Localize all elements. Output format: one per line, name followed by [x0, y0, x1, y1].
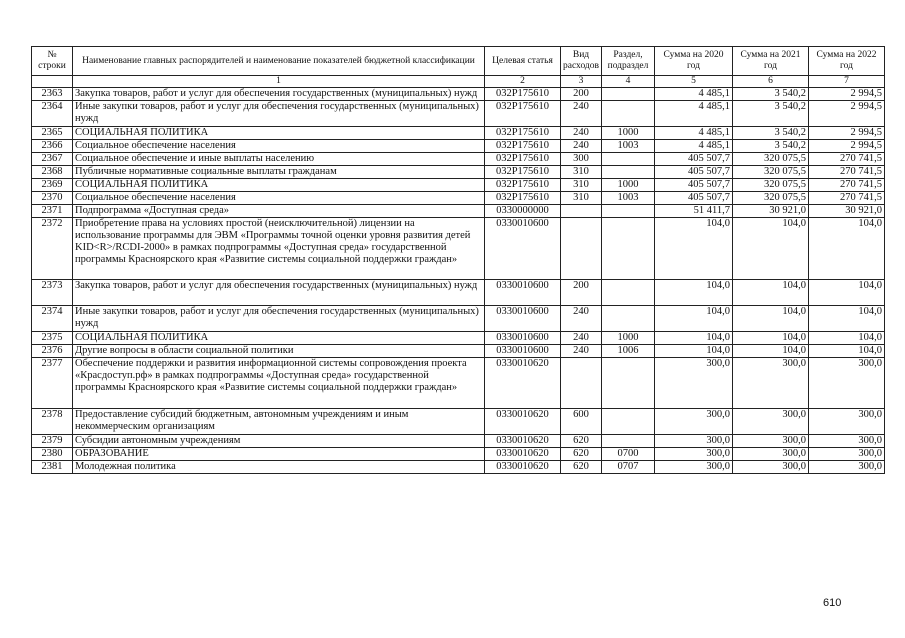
section-cell	[602, 280, 655, 306]
section-cell	[602, 218, 655, 280]
section-cell	[602, 435, 655, 448]
table-row	[32, 435, 885, 448]
column-number: 3	[561, 76, 602, 88]
table-row	[32, 280, 885, 306]
table-row	[32, 127, 885, 140]
table-row	[32, 140, 885, 153]
column-number	[32, 76, 73, 88]
expense-kind-cell: 240	[561, 127, 602, 140]
target-article-cell: 0330010600	[485, 332, 561, 345]
section-cell: 0707	[602, 461, 655, 474]
sum-2020-cell: 4 485,1	[655, 101, 733, 127]
target-article-cell: 032Р175610	[485, 127, 561, 140]
row-number-cell: 2374	[32, 306, 73, 332]
sum-2022-cell: 270 741,5	[809, 153, 885, 166]
section-cell: 1003	[602, 140, 655, 153]
table-row	[32, 153, 885, 166]
row-number-cell: 2372	[32, 218, 73, 280]
name-cell: Иные закупки товаров, работ и услуг для обеспечения государственных (муниципальных) нужд	[73, 101, 485, 127]
table-body	[32, 88, 885, 474]
sum-2020-cell: 4 485,1	[655, 127, 733, 140]
name-cell: Социальное обеспечение населения	[73, 192, 485, 205]
table-row	[32, 205, 885, 218]
sum-2021-cell: 300,0	[733, 461, 809, 474]
table-row	[32, 218, 885, 280]
target-article-cell: 0330010620	[485, 461, 561, 474]
name-cell: Другие вопросы в области социальной политики	[73, 345, 485, 358]
column-number: 5	[655, 76, 733, 88]
column-number: 1	[73, 76, 485, 88]
sum-2021-cell: 3 540,2	[733, 88, 809, 101]
sum-2021-cell: 300,0	[733, 448, 809, 461]
expense-kind-cell	[561, 218, 602, 280]
name-cell: Социальное обеспечение населения	[73, 140, 485, 153]
section-cell	[602, 358, 655, 409]
sum-2022-cell: 2 994,5	[809, 140, 885, 153]
row-number-cell: 2365	[32, 127, 73, 140]
sum-2021-cell: 300,0	[733, 409, 809, 435]
sum-2021-cell: 104,0	[733, 306, 809, 332]
sum-2022-cell: 270 741,5	[809, 179, 885, 192]
sum-2021-cell: 3 540,2	[733, 127, 809, 140]
header-target: Целевая статья	[485, 47, 561, 76]
section-cell	[602, 306, 655, 332]
column-number: 6	[733, 76, 809, 88]
target-article-cell: 032Р175610	[485, 153, 561, 166]
name-cell: Предоставление субсидий бюджетным, автономным учреждениям и иным некоммерческим организациям	[73, 409, 485, 435]
expense-kind-cell: 240	[561, 101, 602, 127]
table-row	[32, 461, 885, 474]
section-cell: 1000	[602, 332, 655, 345]
target-article-cell: 0330010600	[485, 306, 561, 332]
row-number-cell: 2370	[32, 192, 73, 205]
sum-2021-cell: 104,0	[733, 332, 809, 345]
sum-2022-cell: 104,0	[809, 280, 885, 306]
table-row	[32, 358, 885, 409]
header-section: Раздел, подраздел	[602, 47, 655, 76]
section-cell: 1000	[602, 127, 655, 140]
column-number: 4	[602, 76, 655, 88]
expense-kind-cell: 240	[561, 332, 602, 345]
sum-2020-cell: 4 485,1	[655, 140, 733, 153]
expense-kind-cell: 310	[561, 192, 602, 205]
expense-kind-cell: 310	[561, 166, 602, 179]
header-name: Наименование главных распорядителей и наименование показателей бюджетной классификации	[73, 47, 485, 76]
expense-kind-cell	[561, 205, 602, 218]
sum-2021-cell: 320 075,5	[733, 192, 809, 205]
table-row	[32, 192, 885, 205]
sum-2021-cell: 320 075,5	[733, 179, 809, 192]
expense-kind-cell: 240	[561, 140, 602, 153]
sum-2020-cell: 104,0	[655, 345, 733, 358]
name-cell: Закупка товаров, работ и услуг для обеспечения государственных (муниципальных) нужд	[73, 280, 485, 306]
target-article-cell: 032Р175610	[485, 140, 561, 153]
expense-kind-cell: 200	[561, 88, 602, 101]
sum-2022-cell: 104,0	[809, 306, 885, 332]
row-number-cell: 2381	[32, 461, 73, 474]
section-cell	[602, 205, 655, 218]
name-cell: Социальное обеспечение и иные выплаты населению	[73, 153, 485, 166]
sum-2021-cell: 320 075,5	[733, 166, 809, 179]
sum-2020-cell: 300,0	[655, 358, 733, 409]
row-number-cell: 2375	[32, 332, 73, 345]
row-number-cell: 2378	[32, 409, 73, 435]
column-number-row	[32, 76, 885, 88]
sum-2020-cell: 104,0	[655, 280, 733, 306]
sum-2022-cell: 300,0	[809, 448, 885, 461]
name-cell: СОЦИАЛЬНАЯ ПОЛИТИКА	[73, 179, 485, 192]
expense-kind-cell: 300	[561, 153, 602, 166]
name-cell: Обеспечение поддержки и развития информационной системы сопровождения проекта «Красдоступ.рф» в рамках подпрограммы «Доступная среда» государственной программы Красноярского края «Развитие системы социальной поддержки граждан»	[73, 358, 485, 409]
target-article-cell: 032Р175610	[485, 179, 561, 192]
name-cell: ОБРАЗОВАНИЕ	[73, 448, 485, 461]
page-number: 610	[823, 597, 842, 609]
sum-2020-cell: 405 507,7	[655, 153, 733, 166]
table-row	[32, 179, 885, 192]
target-article-cell: 0330010620	[485, 448, 561, 461]
name-cell: Публичные нормативные социальные выплаты гражданам	[73, 166, 485, 179]
sum-2021-cell: 104,0	[733, 218, 809, 280]
sum-2020-cell: 405 507,7	[655, 166, 733, 179]
sum-2022-cell: 104,0	[809, 218, 885, 280]
sum-2022-cell: 2 994,5	[809, 127, 885, 140]
sum-2022-cell: 270 741,5	[809, 166, 885, 179]
target-article-cell: 0330010600	[485, 280, 561, 306]
row-number-cell: 2369	[32, 179, 73, 192]
table-row	[32, 166, 885, 179]
sum-2020-cell: 51 411,7	[655, 205, 733, 218]
name-cell: СОЦИАЛЬНАЯ ПОЛИТИКА	[73, 127, 485, 140]
name-cell: Молодежная политика	[73, 461, 485, 474]
target-article-cell: 032Р175610	[485, 88, 561, 101]
sum-2022-cell: 300,0	[809, 409, 885, 435]
table-row	[32, 101, 885, 127]
row-number-cell: 2368	[32, 166, 73, 179]
sum-2020-cell: 300,0	[655, 461, 733, 474]
row-number-cell: 2364	[32, 101, 73, 127]
header-row	[32, 47, 885, 76]
sum-2022-cell: 104,0	[809, 345, 885, 358]
row-number-cell: 2377	[32, 358, 73, 409]
section-cell: 1000	[602, 179, 655, 192]
sum-2020-cell: 104,0	[655, 306, 733, 332]
name-cell: Закупка товаров, работ и услуг для обеспечения государственных (муниципальных) нужд	[73, 88, 485, 101]
sum-2020-cell: 405 507,7	[655, 179, 733, 192]
target-article-cell: 032Р175610	[485, 192, 561, 205]
row-number-cell: 2379	[32, 435, 73, 448]
row-number-cell: 2363	[32, 88, 73, 101]
expense-kind-cell: 240	[561, 306, 602, 332]
sum-2020-cell: 405 507,7	[655, 192, 733, 205]
header-sum-2022: Сумма на 2022 год	[809, 47, 885, 76]
row-number-cell: 2376	[32, 345, 73, 358]
expense-kind-cell: 310	[561, 179, 602, 192]
header-sum-2021: Сумма на 2021 год	[733, 47, 809, 76]
section-cell: 0700	[602, 448, 655, 461]
name-cell: Подпрограмма «Доступная среда»	[73, 205, 485, 218]
sum-2021-cell: 300,0	[733, 358, 809, 409]
section-cell	[602, 166, 655, 179]
sum-2022-cell: 2 994,5	[809, 88, 885, 101]
expense-kind-cell: 620	[561, 435, 602, 448]
expense-kind-cell	[561, 358, 602, 409]
sum-2022-cell: 300,0	[809, 435, 885, 448]
target-article-cell: 0330010600	[485, 345, 561, 358]
sum-2020-cell: 4 485,1	[655, 88, 733, 101]
sum-2021-cell: 300,0	[733, 435, 809, 448]
name-cell: Приобретение права на условиях простой (неисключительной) лицензии на использование программы для ЭВМ «Программы точной оценки уровня развития детей KID<R>/RCDI-2000» в рамках подпрограммы «Доступная среда» государственной программы Красноярского края «Развитие системы социальной поддержки граждан»	[73, 218, 485, 280]
section-cell	[602, 101, 655, 127]
column-number: 2	[485, 76, 561, 88]
target-article-cell: 0330010600	[485, 218, 561, 280]
expense-kind-cell: 600	[561, 409, 602, 435]
target-article-cell: 032Р175610	[485, 101, 561, 127]
section-cell	[602, 88, 655, 101]
sum-2020-cell: 300,0	[655, 448, 733, 461]
expense-kind-cell: 240	[561, 345, 602, 358]
sum-2021-cell: 104,0	[733, 345, 809, 358]
sum-2020-cell: 300,0	[655, 409, 733, 435]
header-kind: Вид расходов	[561, 47, 602, 76]
target-article-cell: 0330000000	[485, 205, 561, 218]
budget-table	[31, 46, 885, 474]
table-row	[32, 88, 885, 101]
sum-2022-cell: 300,0	[809, 461, 885, 474]
section-cell: 1003	[602, 192, 655, 205]
sum-2022-cell: 300,0	[809, 358, 885, 409]
name-cell: СОЦИАЛЬНАЯ ПОЛИТИКА	[73, 332, 485, 345]
row-number-cell: 2366	[32, 140, 73, 153]
column-number: 7	[809, 76, 885, 88]
section-cell: 1006	[602, 345, 655, 358]
target-article-cell: 0330010620	[485, 435, 561, 448]
target-article-cell: 032Р175610	[485, 166, 561, 179]
table-row	[32, 448, 885, 461]
header-sum-2020: Сумма на 2020 год	[655, 47, 733, 76]
sum-2020-cell: 104,0	[655, 218, 733, 280]
row-number-cell: 2373	[32, 280, 73, 306]
section-cell	[602, 153, 655, 166]
target-article-cell: 0330010620	[485, 358, 561, 409]
row-number-cell: 2367	[32, 153, 73, 166]
sum-2021-cell: 30 921,0	[733, 205, 809, 218]
row-number-cell: 2380	[32, 448, 73, 461]
section-cell	[602, 409, 655, 435]
row-number-cell: 2371	[32, 205, 73, 218]
sum-2020-cell: 300,0	[655, 435, 733, 448]
sum-2020-cell: 104,0	[655, 332, 733, 345]
sum-2021-cell: 3 540,2	[733, 140, 809, 153]
expense-kind-cell: 620	[561, 448, 602, 461]
sum-2022-cell: 2 994,5	[809, 101, 885, 127]
sum-2021-cell: 320 075,5	[733, 153, 809, 166]
name-cell: Субсидии автономным учреждениям	[73, 435, 485, 448]
name-cell: Иные закупки товаров, работ и услуг для обеспечения государственных (муниципальных) нужд	[73, 306, 485, 332]
sum-2022-cell: 270 741,5	[809, 192, 885, 205]
sum-2022-cell: 30 921,0	[809, 205, 885, 218]
sum-2022-cell: 104,0	[809, 332, 885, 345]
table-row	[32, 332, 885, 345]
expense-kind-cell: 620	[561, 461, 602, 474]
expense-kind-cell: 200	[561, 280, 602, 306]
table-row	[32, 409, 885, 435]
target-article-cell: 0330010620	[485, 409, 561, 435]
table-row	[32, 345, 885, 358]
sum-2021-cell: 104,0	[733, 280, 809, 306]
header-row-number: № строки	[32, 47, 73, 76]
table-row	[32, 306, 885, 332]
sum-2021-cell: 3 540,2	[733, 101, 809, 127]
